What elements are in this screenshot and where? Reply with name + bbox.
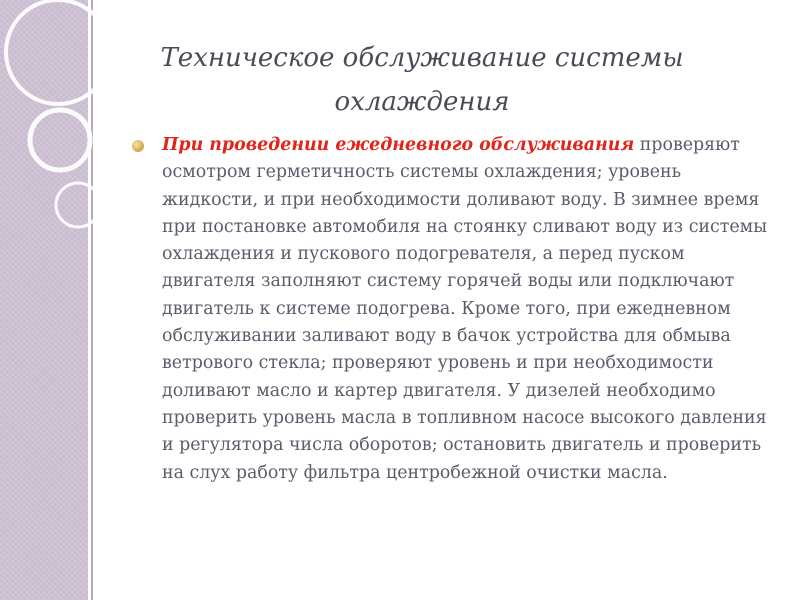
deco-circle-large [6,0,110,104]
lead-phrase: При проведении ежедневного обслуживания [162,135,635,155]
paragraph-text: проверяют осмотром герметичность системы охлаждения; уровень жидкости, и при необходимости доливают воду. В зимнее время при постановке автомобиля на стоянку сливают воду из системы охлаждения и пускового подогревателя, а перед пуском двигателя заполняют систему горячей воды или подключают двигатель к системе подогрева. Кроме того, при ежедневном обслуживании заливают воду в бачок устройства для обмыва ветрового стекла; проверяют уровень и при необходимости доливают масло и картер двигателя. У дизелей необходимо проверить уровень масла в топливном насосе высокого давления и регулятора числа оборотов; остановить двигатель и проверить на слух работу фильтра центробежной очистки масла. [162,135,768,483]
slide-title: Техническое обслуживание системы охлаждения [160,43,684,117]
content-body [132,132,772,487]
paragraph [162,132,772,487]
deco-circle-small [56,183,100,227]
gold-bullet-icon [132,140,144,152]
deco-circle-medium [30,110,90,170]
